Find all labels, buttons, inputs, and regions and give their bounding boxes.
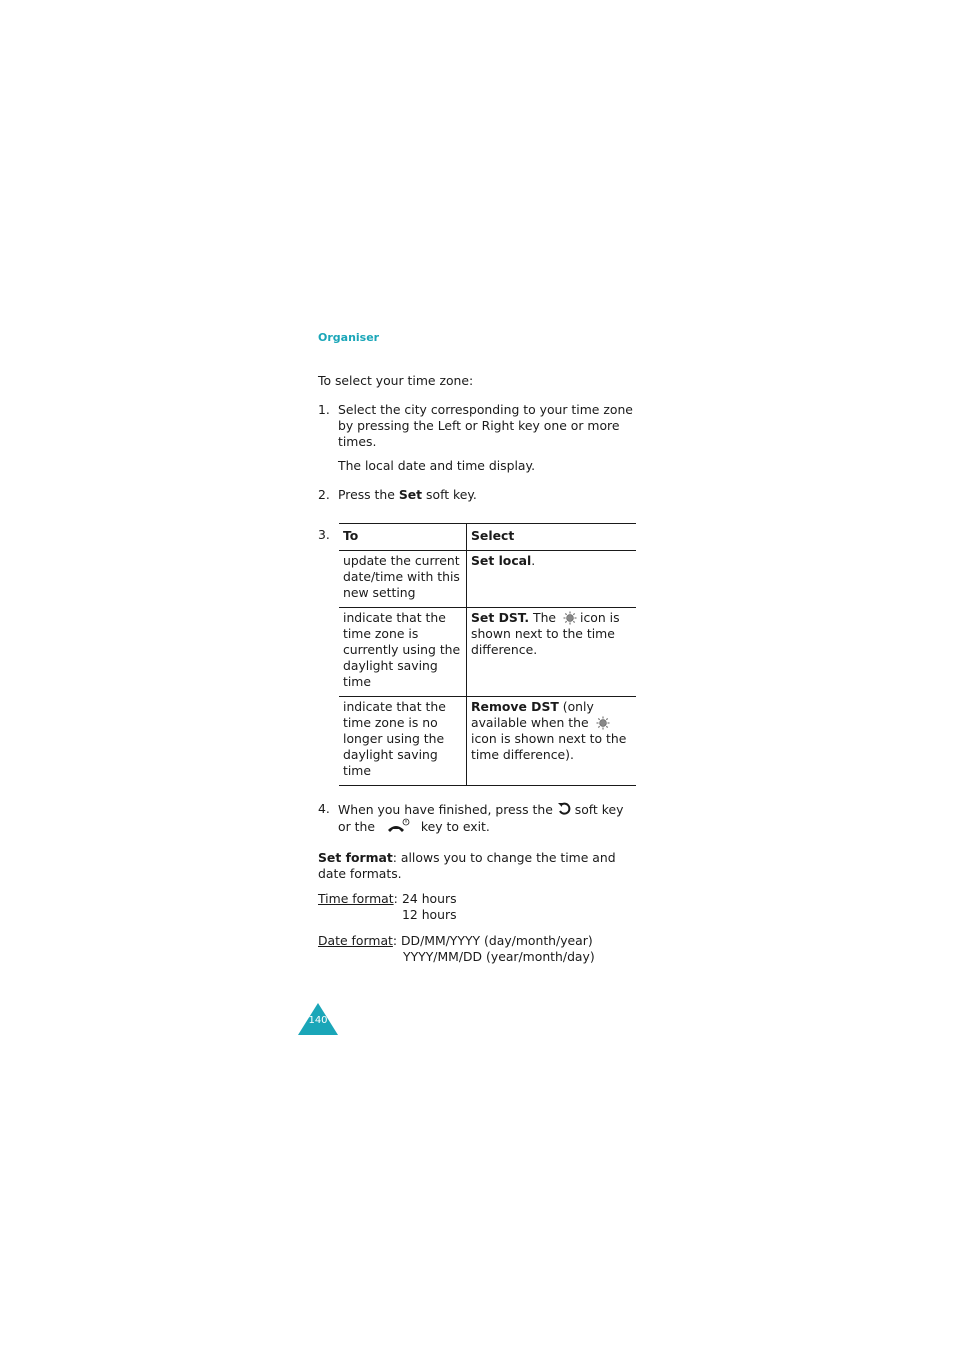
step-1-note: The local date and time display. [338,458,536,473]
section-header: Organiser [318,331,380,344]
time-format-option: 24 hours [402,891,457,906]
end-call-icon [385,818,411,834]
set-key-label: Set [398,487,423,502]
step-1-text: Select the city corresponding to your time zone by pressing the Left or Right key one or more times. [338,402,633,449]
sun-icon [595,716,611,730]
table-row [339,608,636,697]
step-2-text [338,487,638,503]
table-cell-to: indicate that the time zone is currently using the daylight saving time [339,608,467,697]
table-row [339,551,636,608]
step-2-number: 2. [318,487,330,502]
options-table [339,523,636,786]
back-arrow-icon [557,802,571,816]
time-format-option: 12 hours [402,907,457,922]
table-header-row [339,524,636,551]
sun-icon [562,611,578,625]
page-number: 140 [308,1015,328,1026]
step-4-text: When you have finished, press the soft key or the key to exit. [338,802,624,834]
date-format-option: YYYY/MM/DD (year/month/day) [403,949,595,964]
step-1-number: 1. [318,402,330,417]
step-3-number: 3. [318,527,330,542]
table-cell-to: update the current date/time with this new setting [339,551,467,608]
date-format-option: DD/MM/YYYY (day/month/year) [401,933,593,948]
step-2-post: soft key. [422,487,477,502]
intro-text: To select your time zone: [318,373,474,388]
time-format-label: Time format: [318,891,398,906]
table-header-to: To [339,524,467,551]
table-cell-select: Set DST. The icon is shown next to the time difference. [471,610,620,657]
table-cell-select: Set local. [471,553,536,568]
table-header-select: Select [471,528,515,543]
date-format-label: Date format: [318,933,398,948]
step-4-number: 4. [318,801,330,816]
table-cell-to: indicate that the time zone is no longer using the daylight saving time [339,697,467,786]
table-cell-select: Remove DST (only available when the icon is shown next to the time difference). [471,699,627,762]
set-format-desc: Set format: allows you to change the time and date formats. [318,850,616,881]
step-2-pre: Press the [338,487,399,502]
table-row [339,697,636,786]
